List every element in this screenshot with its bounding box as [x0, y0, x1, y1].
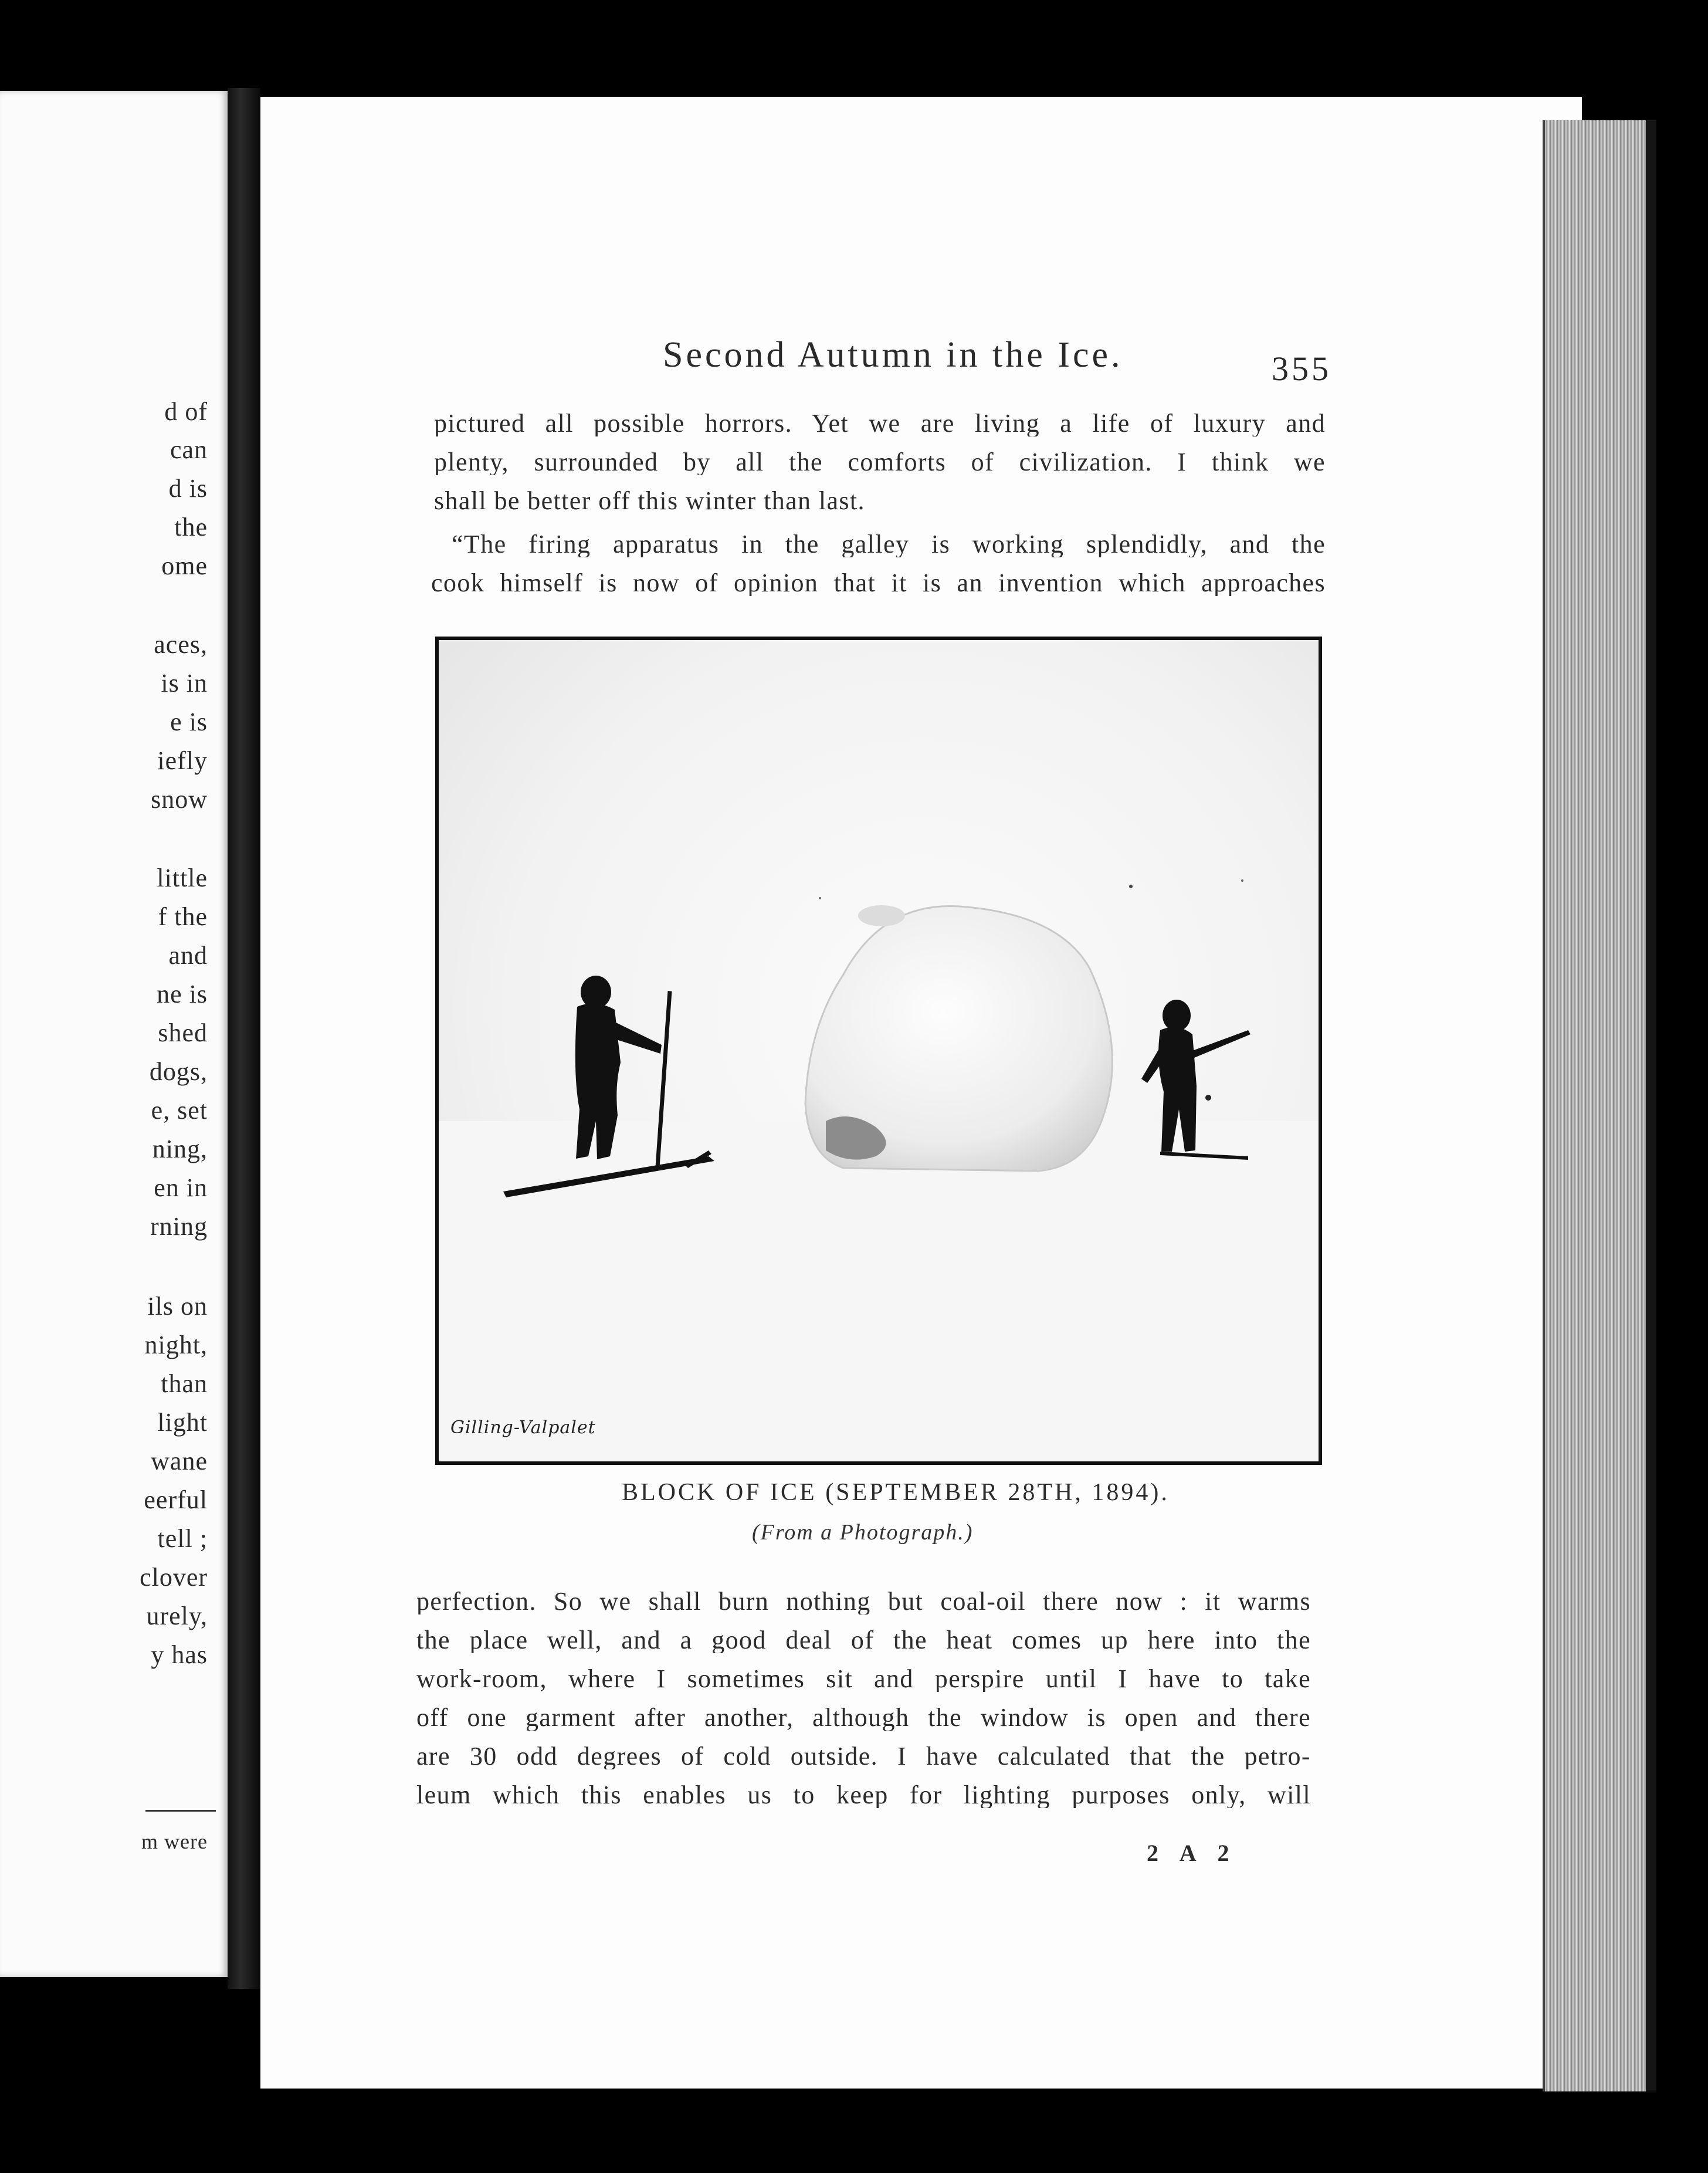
left-text-fragment: d is	[168, 474, 208, 503]
left-text-fragment: d of	[164, 397, 208, 426]
left-text-fragment: clover	[140, 1563, 208, 1592]
left-text-fragment: the	[174, 513, 208, 541]
left-text-fragment: wane	[151, 1447, 208, 1475]
running-head: Second Autumn in the Ice.	[663, 335, 1123, 375]
left-text-fragment: can	[170, 435, 208, 464]
body-text-line: are 30 odd degrees of cold outside. I have calculated that the petro-	[416, 1744, 1311, 1769]
left-text-fragment: dogs,	[149, 1057, 208, 1086]
body-text-line: work-room, where I sometimes sit and perspire until I have to take	[416, 1666, 1311, 1692]
left-text-fragment: tell ;	[157, 1524, 208, 1553]
left-text-fragment: ome	[161, 551, 208, 580]
left-text-fragment: iefly	[157, 746, 208, 775]
left-text-fragment: ils on	[147, 1292, 208, 1321]
body-text-line: plenty, surrounded by all the comforts of civilization. I think we	[434, 449, 1326, 475]
engraver-signature: Gilling-Valpalet	[450, 1417, 596, 1438]
left-text-fragment: ne is	[157, 980, 208, 1008]
printer-signature: 2 A 2	[1147, 1840, 1238, 1866]
left-text-fragment: f the	[158, 902, 208, 931]
body-text-line: leum which this enables us to keep for lighting purposes only, will	[416, 1782, 1311, 1808]
left-text-fragment: eerful	[144, 1485, 208, 1514]
left-text-fragment: night,	[144, 1331, 208, 1359]
photograph-block-of-ice	[435, 637, 1322, 1465]
page-number: 355	[1272, 350, 1331, 388]
figure-caption: BLOCK OF ICE (SEPTEMBER 28TH, 1894).	[622, 1479, 1170, 1506]
left-text-fragment: rning	[150, 1212, 208, 1241]
left-text-fragment: aces,	[154, 630, 208, 659]
left-text-fragment: little	[157, 864, 208, 892]
snow-field	[439, 1121, 1319, 1461]
ice-knob	[858, 905, 905, 926]
footnote-rule	[145, 1810, 216, 1812]
body-text-line: “The firing apparatus in the galley is working splendidly, and the	[452, 532, 1326, 557]
photo-illustration	[439, 640, 1319, 1461]
left-footnote-fragment: m were	[141, 1830, 208, 1853]
left-text-fragment: light	[157, 1408, 208, 1437]
left-text-fragment: ning,	[152, 1135, 208, 1163]
left-text-fragment: shed	[158, 1018, 208, 1047]
left-text-fragment: and	[168, 941, 208, 970]
left-text-fragment: e, set	[151, 1096, 208, 1125]
page-edges	[1543, 120, 1656, 2091]
figure-caption-subtitle: (From a Photograph.)	[752, 1520, 974, 1545]
left-text-fragment: y has	[151, 1640, 208, 1669]
left-text-fragment: than	[161, 1369, 208, 1398]
left-text-fragment: snow	[151, 785, 208, 814]
body-text-line: perfection. So we shall burn nothing but coal-oil there now : it warms	[416, 1589, 1311, 1614]
body-text-line: shall be better off this winter than last.	[434, 486, 865, 515]
body-text-line: cook himself is now of opinion that it is an invention which approaches	[431, 570, 1326, 596]
book-gutter	[228, 88, 260, 1989]
body-text-line: off one garment after another, although the window is open and there	[416, 1705, 1311, 1731]
left-text-fragment: urely,	[146, 1602, 208, 1630]
left-text-fragment: e is	[170, 708, 208, 736]
left-text-fragment: is in	[161, 669, 208, 698]
body-text-line: the place well, and a good deal of the heat comes up here into the	[416, 1627, 1311, 1653]
left-text-fragment: en in	[154, 1173, 208, 1202]
left-page	[0, 91, 228, 1977]
body-text-line: pictured all possible horrors. Yet we are living a life of luxury and	[434, 411, 1326, 436]
